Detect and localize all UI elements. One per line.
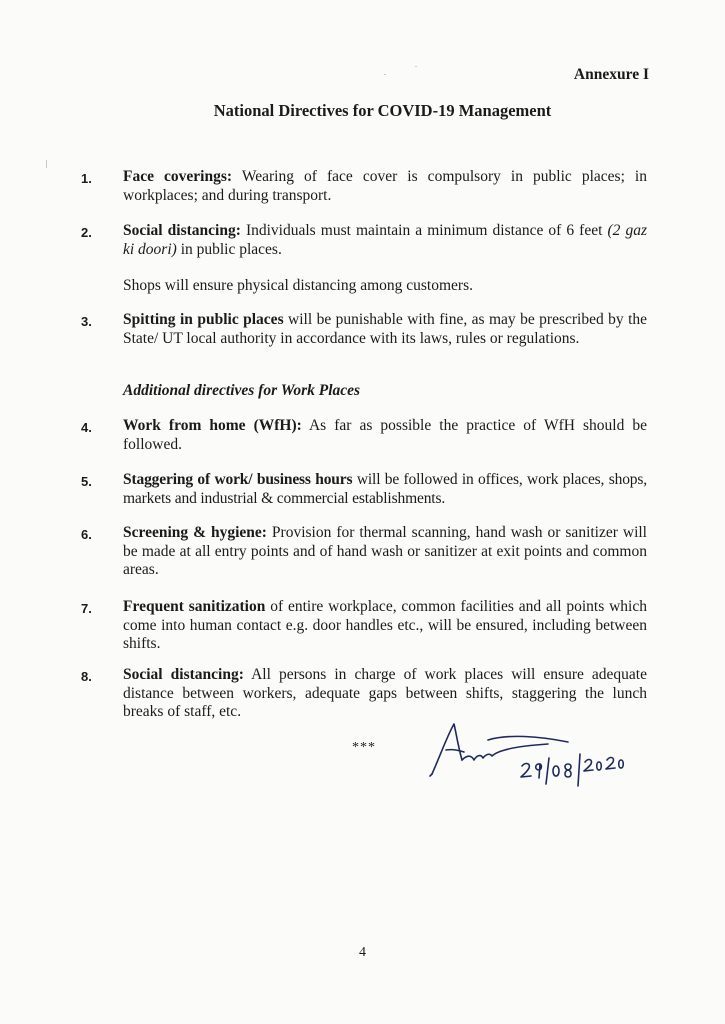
directive-item (123, 311, 647, 348)
directive-heading: Social distancing: (123, 222, 241, 239)
directive-text: of entire workplace, common facilities and all points which come into human contact e.g. door handles etc., will be ensured, including between shifts. (123, 598, 647, 652)
directive-heading: Work from home (WfH): (123, 417, 302, 434)
item-number: 6. (81, 527, 92, 542)
item-number: 3. (81, 314, 92, 329)
scan-speck (384, 74, 386, 75)
item-number: 4. (81, 420, 92, 435)
directive-heading: Staggering of work/ business hours (123, 471, 353, 488)
scan-speck (415, 66, 417, 67)
directive-item (123, 471, 647, 508)
directive-heading: Frequent sanitization (123, 598, 266, 615)
end-of-document-mark: *** (352, 740, 376, 755)
handwritten-signature (428, 716, 643, 796)
page-number: 4 (359, 945, 366, 960)
item-number: 8. (81, 669, 92, 684)
directive-text: will be punishable with fine, as may be prescribed by the State/ UT local authority in accordance with its laws, rules or regulations. (123, 311, 648, 347)
directive-item (123, 598, 647, 654)
directive-text: in public places. (176, 240, 282, 258)
directive-item (123, 168, 647, 205)
directive-item (123, 666, 647, 722)
directive-text: Provision for thermal scanning, hand wash or sanitizer will be made at all entry points and of hand wash or sanitizer at exit points and common areas. (123, 524, 647, 578)
directive-text: Individuals must maintain a minimum distance of 6 feet (240, 222, 603, 239)
item-number: 1. (81, 171, 92, 186)
item-number: 7. (81, 601, 92, 616)
directive-text: As far as possible the practice of WfH should be followed. (123, 417, 648, 453)
section-subheading: Additional directives for Work Places (123, 382, 361, 399)
scan-speck (46, 160, 47, 168)
directive-italic-text: (2 gaz ki doori) (123, 222, 647, 258)
document-title: National Directives for COVID-19 Management (213, 101, 552, 120)
directive-text: All persons in charge of work places will ensure adequate distance between workers, adequate gaps between shifts, staggering the lunch breaks of staff, etc. (123, 666, 647, 720)
directive-heading: Spitting in public places (123, 311, 284, 328)
directive-item (123, 524, 647, 580)
directive-item (123, 417, 647, 454)
item-number: 2. (81, 225, 92, 240)
item-number: 5. (81, 474, 92, 489)
directive-heading: Social distancing: (123, 666, 244, 683)
directive-item (123, 222, 647, 259)
directive-heading: Screening & hygiene: (123, 524, 267, 541)
directive-text: will be followed in offices, work places, shops, markets and industrial & commercial establishments. (123, 471, 648, 507)
directive-heading: Face coverings: (123, 168, 233, 185)
directive-text: Wearing of face cover is compulsory in public places; in workplaces; and during transport. (123, 168, 647, 204)
directive-paragraph: Shops will ensure physical distancing among customers. (123, 277, 473, 294)
annexure-label: Annexure I (573, 66, 649, 83)
